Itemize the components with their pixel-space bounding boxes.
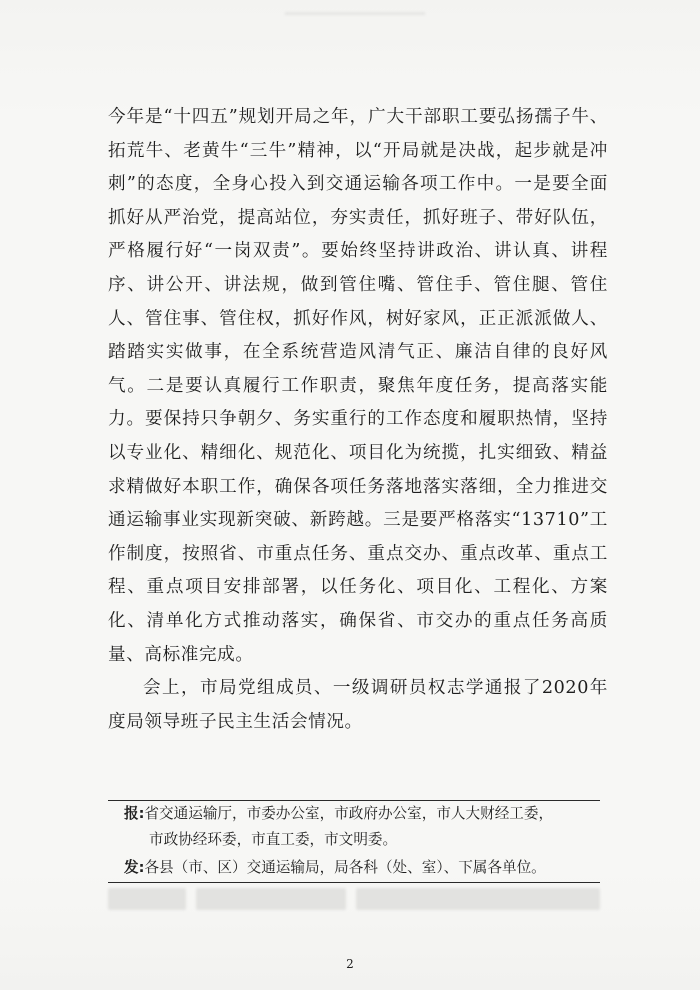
body-paragraph-1: 今年是“十四五”规划开局之年，广大干部职工要弘扬孺子牛、拓荒牛、老黄牛“三牛”精神，以“开局就是决战，起步就是冲刺”的态度，全身心投入到交通运输各项工作中。一是要全面抓好从严治党，提高站位，夯实责任，抓好班子、带好队伍，严格履行好“一岗双责”。要始终坚持讲政治、讲认真、讲程序、讲公开、讲法规，做到管住嘴、管住手、管住腿、管住人、管住事、管住权，抓好作风，树好家风，正正派派做人、踏踏实实做事，在全系统营造风清气正、廉洁自律的良好风气。二是要认真履行工作职责，聚焦年度任务，提高落实能力。要保持只争朝夕、务实重行的工作态度和履职热情，坚持以专业化、精细化、规范化、项目化为统揽，扎实细致、精益求精做好本职工作，确保各项任务落地落实落细，全力推进交通运输事业实现新突破、新跨越。三是要严格落实“13710”工作制度，按照省、市重点任务、重点交办、重点改革、重点工程、重点项目安排部署，以任务化、项目化、工程化、方案化、清单化方式推动落实，确保省、市交办的重点任务高质量、高标准完成。 (108, 107, 608, 665)
send-label: 发: (124, 859, 145, 876)
report-line-2 (124, 827, 604, 853)
report-recipients-1: 省交通运输厅，市委办公室，市政府办公室，市人大财经工委， (144, 805, 554, 822)
report-to-block (124, 801, 604, 853)
send-to-block (124, 855, 604, 881)
report-recipients-2: 市政协经环委，市直工委，市文明委。 (149, 831, 398, 848)
report-line-1 (124, 801, 604, 827)
report-label: 报: (124, 805, 145, 822)
document-body (108, 101, 608, 739)
redacted-region (356, 888, 600, 910)
body-paragraph-2: 会上，市局党组成员、一级调研员权志学通报了2020年度局领导班子民主生活会情况。 (108, 678, 608, 732)
distribution-bottom-rule (108, 882, 600, 883)
send-recipients: 各县（市、区）交通运输局，局各科（处、室）、下属各单位。 (144, 859, 546, 876)
redacted-region (108, 888, 186, 910)
page-number: 2 (346, 957, 354, 971)
redacted-region (196, 888, 346, 910)
scan-artifact (285, 12, 425, 15)
